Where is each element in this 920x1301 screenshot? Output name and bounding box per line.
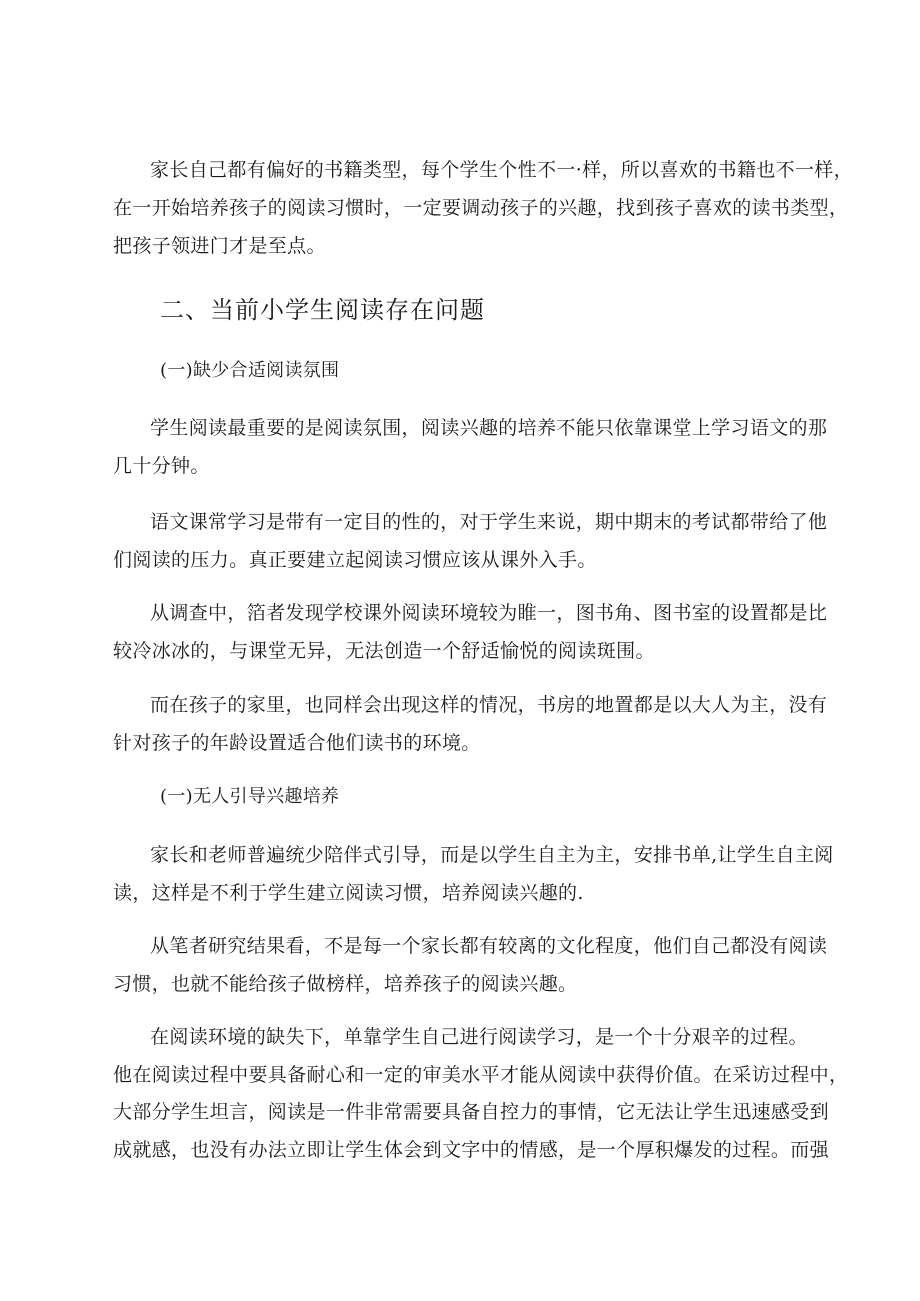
paragraph-line: 在一开始培养孩子的阅读习惯时，一定要调动孩子的兴趣，找到孩子喜欢的读书类型， xyxy=(113,197,849,219)
section-heading: 二、当前小学生阅读存在问题 xyxy=(160,296,485,324)
paragraph-line: 大部分学生坦言，阅读是一件非常需要具备自控力的事情，它无法让学生迅速感受到 xyxy=(113,1101,829,1123)
paragraph-line: 他在阅读过程中要具备耐心和一定的审美水平才能从阅读中获得价值。在采访过程中， xyxy=(113,1064,849,1086)
subsection-title: (一)缺少合适阅读氛围 xyxy=(160,360,340,381)
paragraph-line: 们阅读的压力。真正要建立起阅读习惯应该从课外入手。 xyxy=(113,549,597,571)
subsection-title: (一)无人引导兴趣培养 xyxy=(160,786,340,807)
paragraph-line: 习惯，也就不能给孩子做榜样，培养孩子的阅读兴趣。 xyxy=(113,973,578,995)
paragraph-line: 家长自己都有偏好的书籍类型，每个学生个性不一·样，所以喜欢的书籍也不一样， xyxy=(150,159,853,181)
paragraph-line: 学生阅读最重要的是阅读氛围，阅读兴趣的培养不能只依靠课堂上学习语文的那 xyxy=(150,417,828,439)
paragraph-line: 从笔者研究结果看，不是每一个家长都有较离的文化程度，他们自己都没有阅读 xyxy=(150,935,828,957)
paragraph-line: 较冷冰冰的，与课堂无异，无法创造一个舒适愉悦的阅读斑围。 xyxy=(113,640,655,662)
paragraph-line: 针对孩子的年龄设置适合他们读书的环境。 xyxy=(113,732,481,754)
paragraph-line: 在阅读环境的缺失下，单靠学生自己进行阅读学习，是一个十分艰辛的过程。 xyxy=(150,1026,808,1048)
paragraph-line: 家长和老师普遍统少陪伴式引导，而是以学生自主为主，安排书单,让学生自主阅 xyxy=(150,844,834,866)
paragraph-line: 几十分钟。 xyxy=(113,455,210,477)
paragraph-line: 读，这样是不利于学生建立阅读习惯，培养阅读兴趣的. xyxy=(113,882,584,904)
paragraph-line: 而在孩子的家里，也同样会出现这样的情况，书房的地置都是以大人为主，没有 xyxy=(150,694,828,716)
paragraph-line: 从调查中，箔者发现学校课外阅读环境较为睢一，图书角、图书室的设置都是比 xyxy=(150,602,828,624)
paragraph-line: 语文课常学习是带有一定目的性的，对于学生来说，期中期末的考试都带给了他 xyxy=(150,511,828,533)
paragraph-line: 把孩子领进门才是至点。 xyxy=(113,235,326,257)
paragraph-line: 成就感，也没有办法立即让学生体会到文字中的情感，是一个厚积爆发的过程。而强 xyxy=(113,1139,829,1161)
